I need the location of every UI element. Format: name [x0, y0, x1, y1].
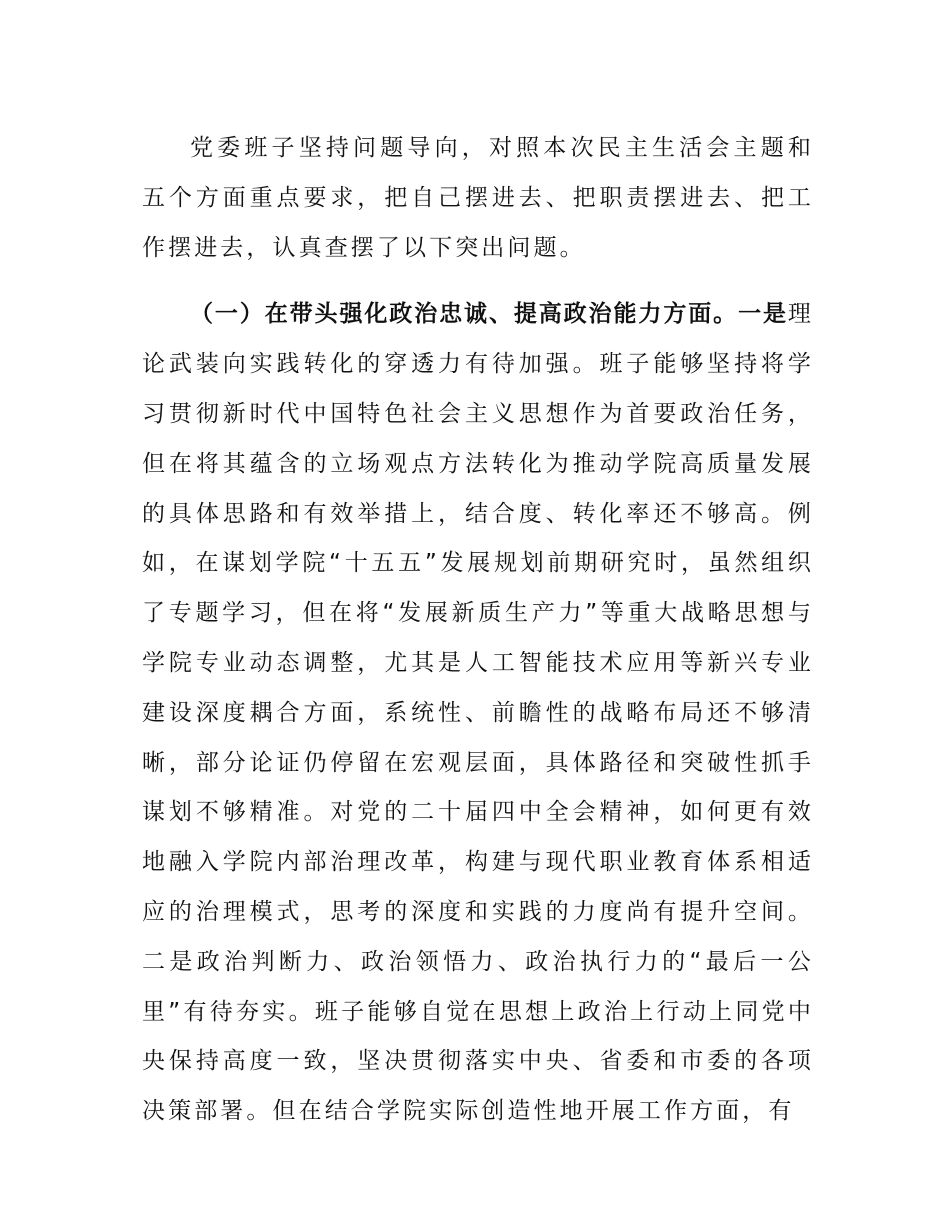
section-body-text: 理论武装向实践转化的穿透力有待加强。班子能够坚持将学习贯彻新时代中国特色社会主义思想作为首要政治任务，但在将其蕴含的立场观点方法转化为推动学院高质量发展的具体思路和有效举措上，结合度、转化率还不够高。例如，在谋划学院“十五五”发展规划前期研究时，虽然组织了专题学习，但在将“发展新质生产力”等重大战略思想与学院专业动态调整，尤其是人工智能技术应用等新兴专业建设深度耦合方面，系统性、前瞻性的战略布局还不够清晰，部分论证仍停留在宏观层面，具体路径和突破性抓手谋划不够精准。对党的二十届四中全会精神，如何更有效地融入学院内部治理改革，构建与现代职业教育体系相适应的治理模式，思考的深度和实践的力度尚有提升空间。二是政治判断力、政治领悟力、政治执行力的“最后一公里”有待夯实。班子能够自觉在思想上政治上行动上同党中央保持高度一致，坚决贯彻落实中央、省委和市委的各项决策部署。但在结合学院实际创造性地开展工作方面，有: [142, 301, 815, 1125]
intro-text: 党委班子坚持问题导向，对照本次民主生活会主题和五个方面重点要求，把自己摆进去、把职责摆进去、把工作摆进去，认真查摆了以下突出问题。: [142, 135, 814, 261]
document-page: [142, 124, 814, 1137]
intro-paragraph: [142, 124, 814, 273]
section-heading: （一）在带头强化政治忠诚、提高政治能力方面。: [190, 301, 739, 328]
point-one-label: 一是: [738, 301, 788, 328]
section-one-paragraph: [142, 290, 814, 1137]
